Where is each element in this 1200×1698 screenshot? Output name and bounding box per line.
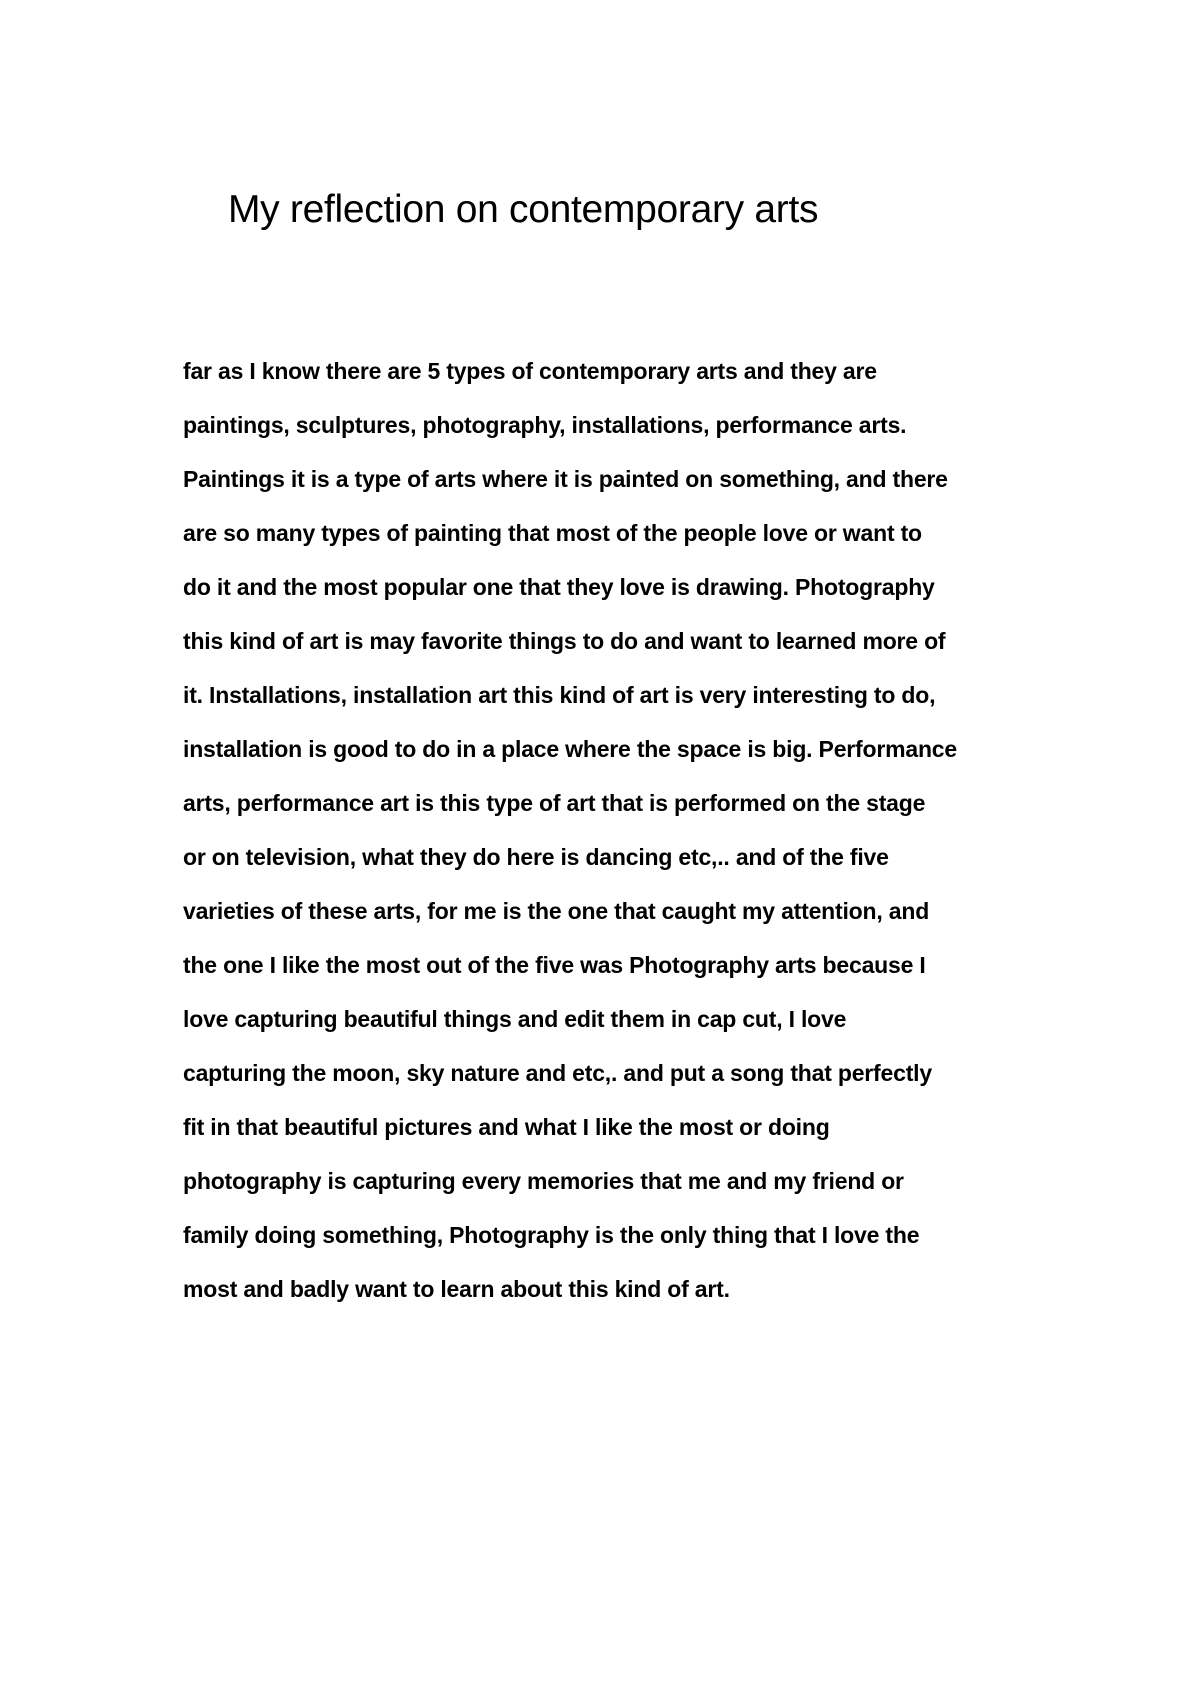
body-line: love capturing beautiful things and edit them in cap cut, I love: [183, 1006, 847, 1032]
body-line: family doing something, Photography is the only thing that I love the: [183, 1222, 920, 1248]
body-line: or on television, what they do here is dancing etc,.. and of the five: [183, 844, 889, 870]
body-line: this kind of art is may favorite things to do and want to learned more of: [183, 628, 946, 654]
body-paragraph: [183, 344, 1063, 1316]
body-line: paintings, sculptures, photography, installations, performance arts.: [183, 412, 907, 438]
body-line: most and badly want to learn about this kind of art.: [183, 1276, 730, 1302]
body-line: are so many types of painting that most of the people love or want to: [183, 520, 922, 546]
body-line: photography is capturing every memories that me and my friend or: [183, 1168, 904, 1194]
body-line: fit in that beautiful pictures and what I like the most or doing: [183, 1114, 830, 1140]
body-line: Paintings it is a type of arts where it is painted on something, and there: [183, 466, 948, 492]
document-title: My reflection on contemporary arts: [228, 188, 819, 231]
body-line: arts, performance art is this type of art that is performed on the stage: [183, 790, 926, 816]
body-line: do it and the most popular one that they love is drawing. Photography: [183, 574, 935, 600]
body-line: installation is good to do in a place where the space is big. Performance: [183, 736, 957, 762]
body-line: capturing the moon, sky nature and etc,. and put a song that perfectly: [183, 1060, 932, 1086]
body-line: the one I like the most out of the five was Photography arts because I: [183, 952, 926, 978]
body-line: far as I know there are 5 types of contemporary arts and they are: [183, 358, 877, 384]
body-line: varieties of these arts, for me is the one that caught my attention, and: [183, 898, 930, 924]
body-line: it. Installations, installation art this kind of art is very interesting to do,: [183, 682, 936, 708]
